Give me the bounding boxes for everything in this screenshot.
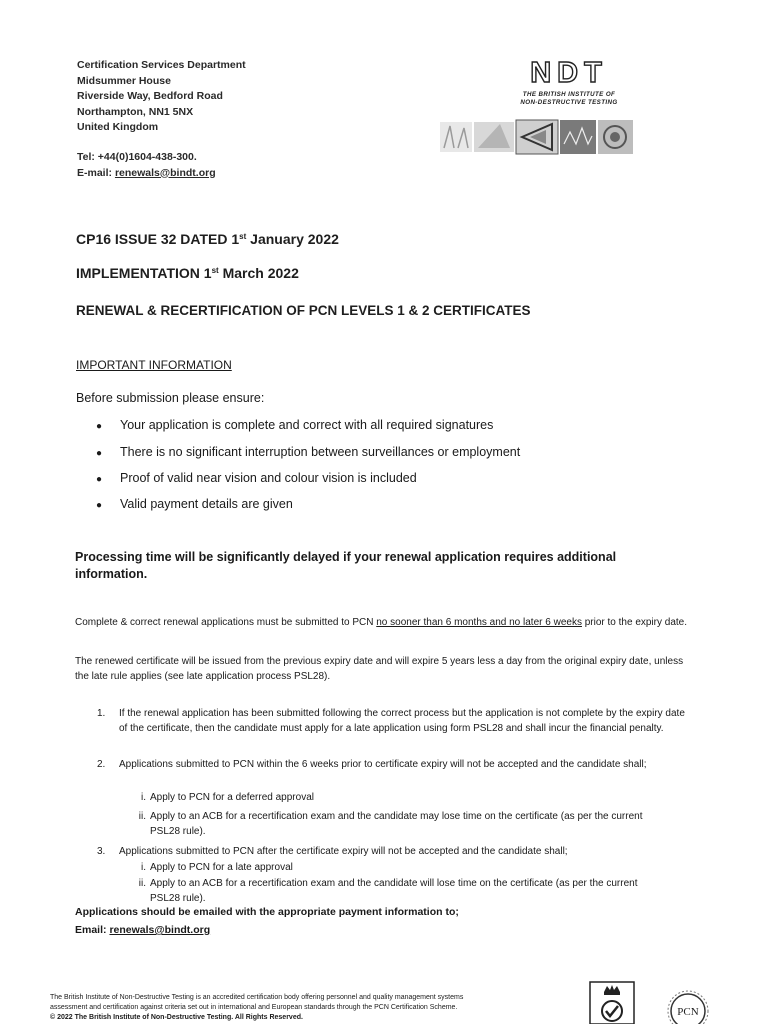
bullet-icon: ●	[96, 421, 103, 432]
email-link[interactable]: renewals@bindt.org	[109, 924, 211, 936]
email-link[interactable]: renewals@bindt.org	[114, 166, 216, 179]
footer-line: assessment and certification against criteria set out in international and European standards through the PCN Certification Scheme.	[50, 1004, 458, 1011]
submission-window-paragraph: Complete & correct renewal applications must be submitted to PCN no sooner than 6 months and no later 6 weeks prior to the expiry date.	[75, 617, 688, 628]
address-line: United Kingdom	[77, 121, 159, 133]
sub-list-item: i. Apply to PCN for a late approval	[141, 862, 293, 873]
footer-text	[50, 993, 590, 1023]
svg-text:NDT: NDT	[530, 58, 608, 86]
address-line: Midsummer House	[77, 74, 171, 87]
bullet-item: ● Valid payment details are given	[96, 497, 293, 511]
email-label: E-mail:	[77, 166, 115, 179]
delay-notice: Processing time will be significantly delayed if your renewal application requires additional information.	[75, 550, 617, 581]
bullet-item: ● Your application is complete and correct with all required signatures	[96, 418, 494, 432]
bullet-icon: ●	[96, 448, 103, 459]
address-block	[77, 58, 246, 136]
email-line	[77, 166, 216, 182]
telephone: Tel: +44(0)1604-438-300.	[77, 151, 197, 163]
list-item: 1. If the renewal application has been submitted following the correct process but the application is not complete by the expiry date of the certificate, then the candidate must apply for a late application using form PSL28 and shall incur the financial penalty.	[97, 708, 685, 734]
logo-caption-2: NON-DESTRUCTIVE TESTING	[520, 98, 618, 106]
important-heading: IMPORTANT INFORMATION	[76, 358, 232, 372]
document-title: RENEWAL & RECERTIFICATION OF PCN LEVELS 1 & 2 CERTIFICATES	[76, 303, 531, 318]
email-label: Email:	[75, 924, 110, 936]
bullet-icon: ●	[96, 474, 103, 485]
bindt-logo	[504, 58, 634, 106]
issue-title: CP16 ISSUE 32 DATED 1st January 2022	[76, 231, 339, 247]
address-line: Certification Services Department	[77, 59, 246, 71]
sub-list-item: ii. Apply to an ACB for a recertification exam and the candidate will lose time on the certificate (as per the current PSL28 rule).	[138, 878, 638, 904]
closing-email-line	[75, 924, 210, 936]
svg-text:PCN: PCN	[677, 1006, 699, 1018]
sub-list-item: ii. Apply to an ACB for a recertification exam and the candidate may lose time on the certificate (as per the current PSL28 rule).	[138, 811, 643, 837]
pcn-logo-icon	[660, 985, 716, 1024]
ukas-crown-icon	[588, 980, 636, 1024]
ndt-logo-icon	[504, 58, 634, 86]
closing-instruction: Applications should be emailed with the appropriate payment information to;	[75, 906, 459, 918]
bullet-item: ● There is no significant interruption between surveillances or employment	[96, 445, 521, 459]
expiry-paragraph: The renewed certificate will be issued from the previous expiry date and will expire 5 years less a day from the original expiry date, unless the late rule applies (see late application process PSL28).	[75, 656, 684, 682]
logo-caption-1: THE BRITISH INSTITUTE OF	[522, 91, 616, 98]
ndt-methods-image-icon	[440, 118, 633, 156]
address-line: Northampton, NN1 5NX	[77, 105, 194, 118]
contact-block	[77, 150, 216, 181]
intro-text: Before submission please ensure:	[76, 391, 265, 405]
implementation-title: IMPLEMENTATION 1st March 2022	[76, 265, 299, 281]
list-item: 2. Applications submitted to PCN within the 6 weeks prior to certificate expiry will not be accepted and the candidate shall;	[97, 759, 647, 770]
footer-line: The British Institute of Non-Destructive Testing is an accredited certification body offering personnel and quality management systems	[50, 994, 464, 1001]
bullet-icon: ●	[96, 500, 103, 511]
copyright: © 2022 The British Institute of Non-Destructive Testing. All Rights Reserved.	[50, 1014, 303, 1021]
sub-list-item: i. Apply to PCN for a deferred approval	[141, 792, 314, 803]
list-item: 3. Applications submitted to PCN after the certificate expiry will not be accepted and the candidate shall;	[97, 846, 568, 857]
bullet-item: ● Proof of valid near vision and colour vision is included	[96, 471, 417, 485]
address-line: Riverside Way, Bedford Road	[77, 90, 223, 102]
